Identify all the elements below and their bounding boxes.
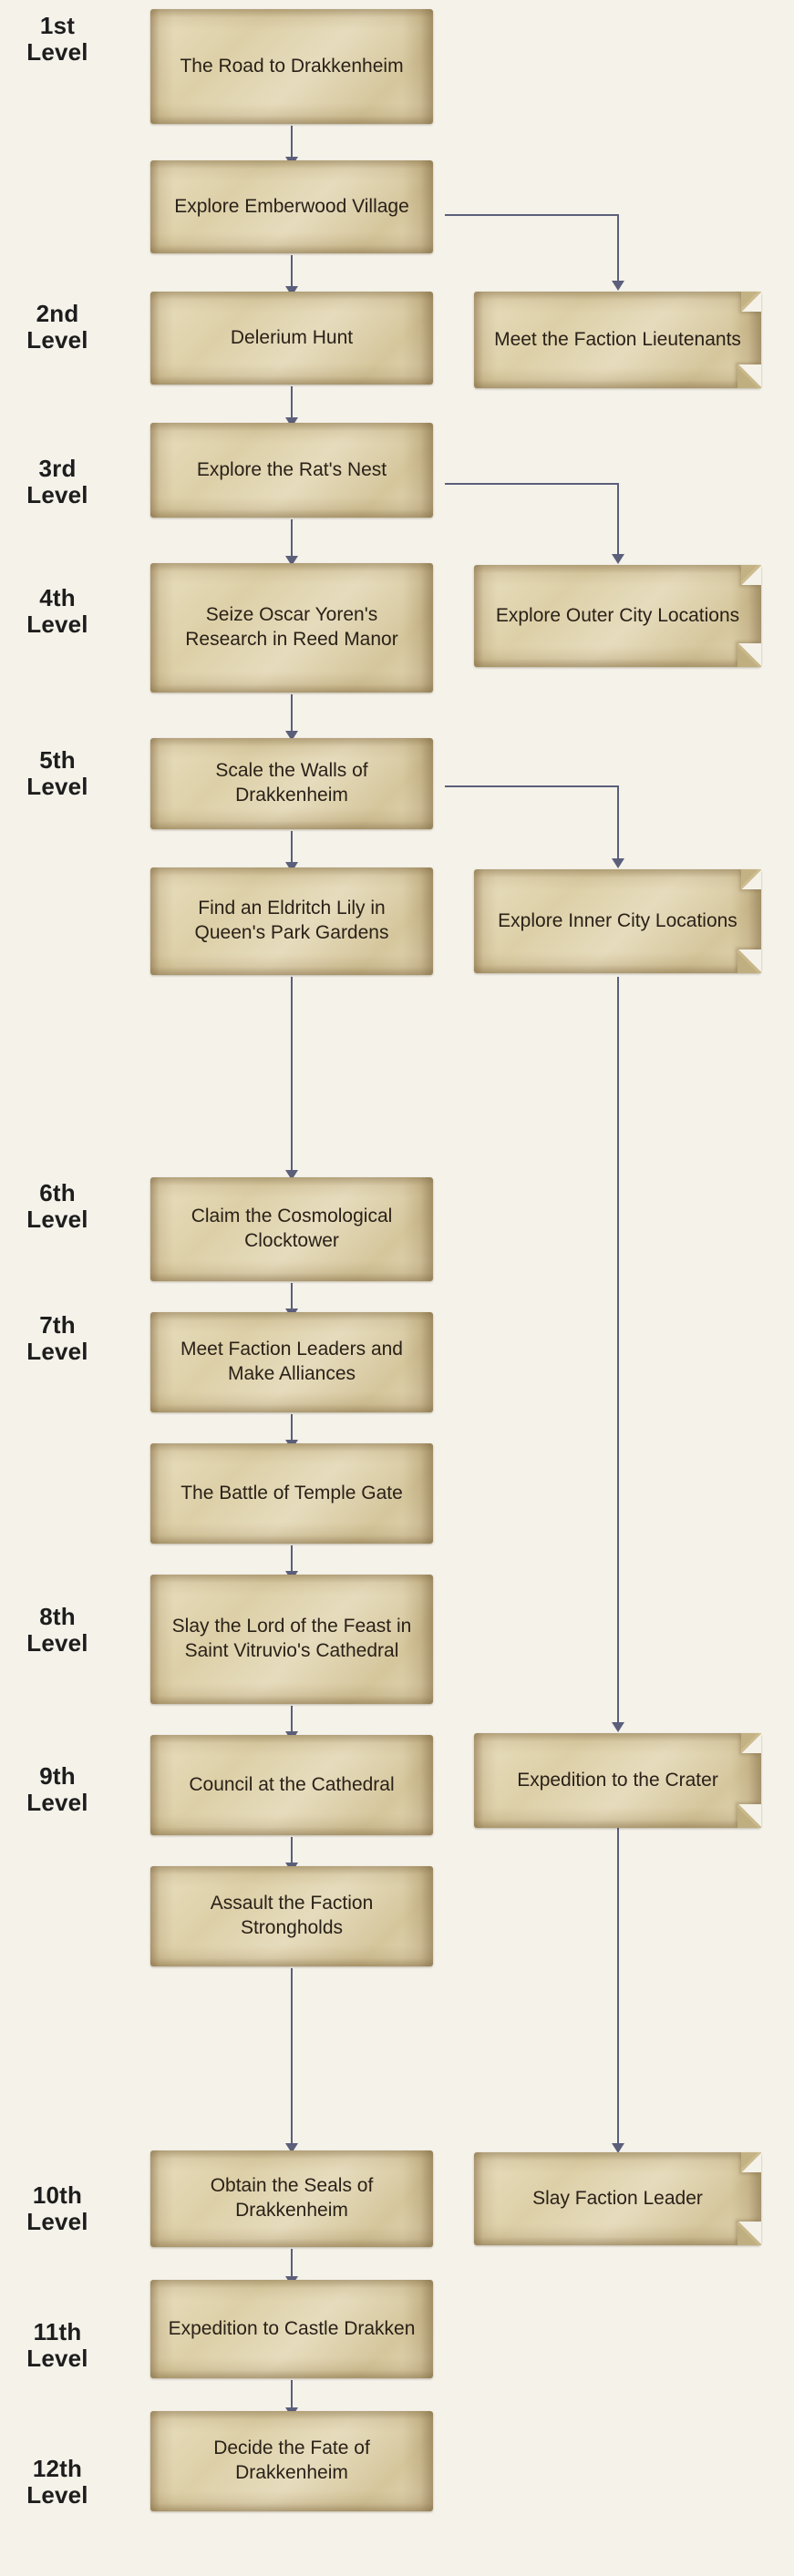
node-explore-inner-city-locations[interactable] — [474, 869, 761, 973]
level-label-8th-line2: Level — [26, 1629, 88, 1657]
node-council-at-the-cathedral[interactable] — [150, 1735, 433, 1835]
arrowhead-n2-b1 — [612, 281, 624, 291]
node-scale-the-walls-of-drakkenheim[interactable] — [150, 738, 433, 829]
node-expedition-to-the-crater[interactable] — [474, 1733, 761, 1828]
level-label-11th-line2: Level — [26, 2345, 88, 2373]
level-label-3rd-line2: Level — [26, 481, 88, 509]
level-label-7th-line2: Level — [26, 1338, 88, 1366]
level-label-2nd-line2: Level — [26, 326, 88, 354]
connector-n4-b2-h — [445, 483, 618, 485]
connector-n1-n2 — [291, 126, 293, 160]
connector-n15-n16 — [291, 2380, 293, 2411]
level-label-4th-line1: 4th — [39, 584, 76, 611]
node-label: Assault the Faction Strongholds — [210, 1893, 374, 1938]
node-label: Explore Outer City Locations — [495, 604, 740, 626]
level-label-4th-line2: Level — [26, 611, 88, 639]
level-label-8th — [7, 1604, 108, 1657]
node-label: Meet the Faction Lieutenants — [494, 328, 741, 350]
arrowhead-n6-b3 — [612, 858, 624, 868]
node-label: Delerium Hunt — [230, 326, 354, 348]
node-label: Expedition to the Crater — [517, 1769, 718, 1791]
node-label: Scale the Walls of Drakkenheim — [215, 760, 368, 806]
level-label-9th — [7, 1763, 108, 1816]
node-decide-the-fate-of-drakkenheim[interactable] — [150, 2411, 433, 2511]
node-obtain-the-seals-of-drakkenheim[interactable] — [150, 2150, 433, 2247]
level-label-10th — [7, 2182, 108, 2235]
level-label-9th-line2: Level — [26, 1789, 88, 1817]
level-label-2nd-line1: 2nd — [36, 300, 79, 327]
node-label: The Road to Drakkenheim — [180, 55, 404, 77]
node-label: Expedition to Castle Drakken — [168, 2317, 416, 2339]
node-label: Slay the Lord of the Feast in Saint Vitruvio's Cathedral — [171, 1616, 412, 1661]
level-label-4th — [7, 585, 108, 638]
level-label-10th-line1: 10th — [32, 2181, 83, 2209]
node-label: Meet Faction Leaders and Make Alliances — [180, 1339, 403, 1384]
node-label: Find an Eldritch Lily in Queen's Park Gardens — [194, 898, 389, 943]
level-label-3rd — [7, 456, 108, 508]
node-delerium-hunt[interactable] — [150, 292, 433, 385]
connector-n2-b1-v — [617, 214, 619, 287]
level-label-5th — [7, 747, 108, 800]
node-label: Decide the Fate of Drakkenheim — [213, 2437, 370, 2483]
node-the-road-to-drakkenheim[interactable] — [150, 9, 433, 124]
level-label-8th-line1: 8th — [39, 1603, 76, 1630]
level-label-6th-line1: 6th — [39, 1179, 76, 1206]
connector-n2-b1-h — [445, 214, 618, 216]
level-label-11th — [7, 2319, 108, 2372]
node-slay-faction-leader[interactable] — [474, 2152, 761, 2245]
node-claim-the-cosmological-clocktower[interactable] — [150, 1177, 433, 1281]
node-label: Council at the Cathedral — [189, 1773, 395, 1795]
level-label-3rd-line1: 3rd — [38, 455, 77, 482]
node-battle-of-temple-gate[interactable] — [150, 1443, 433, 1544]
level-label-1st — [7, 13, 108, 66]
connector-n14-n15 — [291, 2249, 293, 2280]
level-label-1st-line1: 1st — [39, 12, 76, 39]
node-meet-faction-leaders[interactable] — [150, 1312, 433, 1412]
node-explore-outer-city-locations[interactable] — [474, 565, 761, 667]
connector-n4-b2-v — [617, 483, 619, 560]
node-label: Explore Emberwood Village — [174, 195, 409, 217]
connector-n6-b3-v — [617, 785, 619, 866]
level-label-5th-line2: Level — [26, 773, 88, 801]
node-label: Seize Oscar Yoren's Research in Reed Manor — [185, 604, 398, 650]
node-label: Claim the Cosmological Clocktower — [191, 1206, 393, 1251]
arrowhead-n4-b2 — [612, 554, 624, 564]
node-expedition-to-castle-drakken[interactable] — [150, 2280, 433, 2378]
level-label-12th-line1: 12th — [32, 2455, 83, 2482]
level-label-5th-line1: 5th — [39, 746, 76, 774]
node-seize-oscar-yorens-research[interactable] — [150, 563, 433, 693]
level-label-10th-line2: Level — [26, 2208, 88, 2236]
node-find-an-eldritch-lily[interactable] — [150, 867, 433, 975]
connector-b3-b4 — [617, 977, 619, 1729]
node-explore-emberwood-village[interactable] — [150, 160, 433, 253]
connector-b4-b5 — [617, 1822, 619, 2150]
arrowhead-b3-b4 — [612, 1722, 624, 1732]
level-label-12th — [7, 2456, 108, 2509]
node-label: Explore Inner City Locations — [498, 909, 737, 931]
connector-n7-n8 — [291, 977, 293, 1177]
node-label: The Battle of Temple Gate — [180, 1482, 403, 1504]
level-label-12th-line2: Level — [26, 2481, 88, 2509]
connector-n6-b3-h — [445, 785, 618, 787]
node-slay-the-lord-of-the-feast[interactable] — [150, 1575, 433, 1704]
level-label-11th-line1: 11th — [33, 2318, 82, 2345]
level-label-7th-line1: 7th — [39, 1311, 76, 1339]
connector-n13-n14 — [291, 1968, 293, 2150]
node-label: Explore the Rat's Nest — [196, 458, 387, 480]
level-label-6th-line2: Level — [26, 1206, 88, 1234]
level-label-6th — [7, 1180, 108, 1233]
level-label-9th-line1: 9th — [39, 1762, 76, 1790]
node-assault-the-faction-strongholds[interactable] — [150, 1866, 433, 1966]
node-label: Obtain the Seals of Drakkenheim — [210, 2175, 374, 2221]
level-label-1st-line2: Level — [26, 38, 88, 67]
node-label: Slay Faction Leader — [532, 2187, 703, 2209]
node-explore-the-rats-nest[interactable] — [150, 423, 433, 518]
level-label-2nd — [7, 301, 108, 354]
level-label-7th — [7, 1312, 108, 1365]
node-meet-the-faction-lieutenants[interactable] — [474, 292, 761, 388]
